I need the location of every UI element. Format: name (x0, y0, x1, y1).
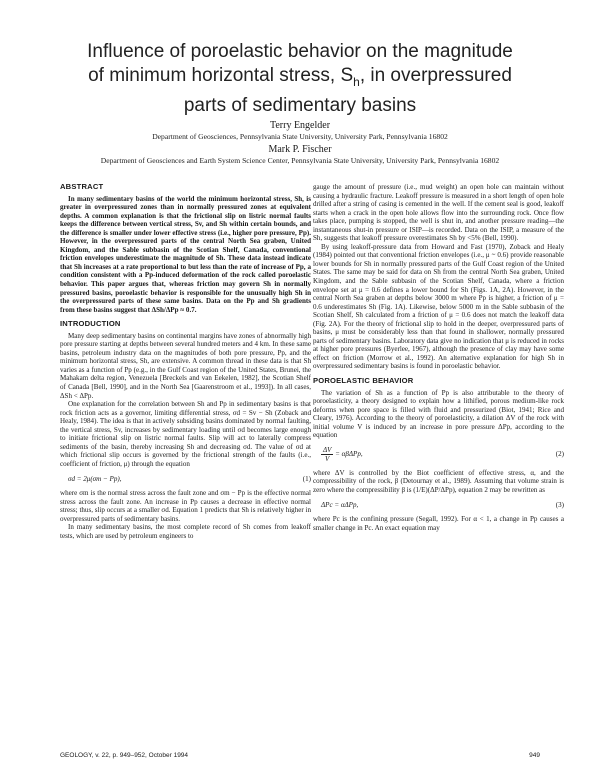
page-number: 949 (529, 752, 540, 759)
right-paragraph-4: where ΔV is controlled by the Biot coefficient of effective stress, α, and the compressibility of the rock, β (Detournay et al., 1989). Assuming that volume strain is zero where the compressibility β is (1/E)(ΔP/ΔPp), equation 2 may be rewritten as (313, 468, 564, 494)
abstract-text: In many sedimentary basins of the world the minimum horizontal stress, Sh, is greater in overpressured zones than in normally pressured zones at equivalent depths. A common explanation is that the frictional slip on listric normal faults keeps the difference between vertical stress, Sv, and Sh within certain bounds, and the difference is smaller under lower effective stress (i.e., higher pore pressure, Pp). However, in the overpressured parts of the central North Sea graben, United Kingdom, and the Sable subbasin of the Scotian Shelf, Canada, conventional friction envelopes underestimate the magnitude of Sh. These data instead indicate that Sh increases at a rate proportional to but less than the rate of increase of Pp, a condition consistent with a Pp-induced deformation of the rock called poroelastic behavior. This paper argues that, whereas friction may govern Sh in normally pressured basins, poroelastic behavior is responsible for the unusually high Sh in the overpressured parts of these same basins. Data on the Pp and Sh gradients from these basins suggest that ΔSh/ΔPp ≈ 0.7. (60, 194, 311, 314)
title-line-2-head: of minimum horizontal stress, S (88, 64, 354, 86)
poroelastic-heading: POROELASTIC BEHAVIOR (313, 376, 414, 386)
right-column (313, 183, 564, 532)
equation-2-fraction (321, 446, 333, 463)
right-paragraph-1: gauge the amount of pressure (i.e., mud weight) an open hole can maintain without causing a hydraulic fracture. Leakoff pressure is measured in a short length of open hole drilled after a string of casing is cemented in the well. If the cement seal is good, leakoff starts when a crack in the open hole allows flow into the surrounding rock. Once flow takes place, pumping is stopped, the well is shut in, and another pressure reading—the instantaneous shut-in pressure or ISIP—is recorded. Data on the ISIP, a measure of the Sh, suggests that leakoff pressure overestimates Sh by <5% (Bell, 1990). (313, 183, 564, 243)
equation-2 (313, 446, 564, 463)
introduction-heading: INTRODUCTION (60, 319, 121, 329)
abstract-heading: ABSTRACT (60, 182, 104, 191)
equation-2-expression (313, 446, 363, 463)
affiliation-2: Department of Geosciences and Earth System Science Center, Pennsylvania State University, University Park, Pennsylvania 16802 (100, 156, 500, 165)
title-line-3: parts of sedimentary basins (183, 94, 417, 116)
equation-2-numerator: ΔV (323, 445, 332, 454)
paper-title (60, 40, 540, 117)
affiliation-1: Department of Geosciences, Pennsylvania State University, University Park, Pennsylvania 16802 (152, 132, 448, 141)
right-paragraph-5: where Pc is the confining pressure (Segall, 1992). For α < 1, a change in Pp causes a smaller change in Pc. An exact equation may (313, 515, 564, 532)
intro-paragraph-4: In many sedimentary basins, the most complete record of Sh comes from leakoff tests, which are used by petroleum engineers to (60, 523, 311, 540)
equation-1-number: (1) (302, 474, 311, 483)
left-column (60, 183, 311, 540)
intro-paragraph-3: where σm is the normal stress across the fault zone and σm − Pp is the effective normal stress across the fault zone. An increase in Pp causes a decrease in effective normal stress; thus, slip occurs at a smaller σd. Equation 1 predicts that Sh is relatively higher in overpressured parts of sedimentary basins. (60, 489, 311, 523)
equation-3-expression: ΔPc = αΔPp, (321, 500, 359, 509)
title-line-2 (60, 64, 540, 94)
equation-3 (313, 501, 564, 510)
author-2: Mark P. Fischer (268, 144, 332, 155)
equation-1-expression: σd = 2μ(σm − Pp), (68, 474, 122, 483)
right-paragraph-2: By using leakoff-pressure data from Howard and Fast (1970), Zoback and Healy (1984) pointed out that conventional friction envelopes (i.e., μ ~ 0.6) provide reasonable lower bounds for Sh in normally pressured parts of the Gulf Coast region of the United States. The same may be said for data on Sh from the central North Sea graben, United Kingdom, and the Sable subbasin of the Scotian Shelf, Canada, where a friction envelope set at μ = 0.6 defines a lower bound for Sh (Figs. 1A, 2A). However, in the central North Sea graben at depths below 3000 m where Pp is higher, a friction of μ = 0.6 underestimates Sh (Fig. 1A). Likewise, below 5000 m in the Sable subbasin of the Scotian Shelf, Sh calculated from a friction of μ = 0.6 does not match the leakoff data (Fig. 2A). For the theory of frictional slip to hold in the deeper, overpressured parts of basins, μ must be considerably less than that found in shallower, normally pressured parts of sedimentary basins. Laboratory data give no indication that μ is reduced in rocks at higher pore pressures (Byerlee, 1967), although the presence of clay may have some effect on friction (Morrow et al., 1992). An alternative explanation for high Sh in overpressured sedimentary basins is found in poroelastic behavior. (313, 242, 564, 371)
title-line-1: Influence of poroelastic behavior on the magnitude (87, 41, 513, 62)
title-line-2-tail: , in overpressured (359, 64, 512, 86)
equation-2-tail: = αβΔPp, (333, 449, 363, 458)
intro-paragraph-2: One explanation for the correlation between Sh and Pp in sedimentary basins is that rock friction acts as a governor, limiting differential stress, σd = Sv − Sh (Zoback and Healy, 1984). The idea is that in actively subsiding basins dominated by normal faulting, the vertical stress, Sv, increases by sedimentary loading until σd becomes large enough to initiate frictional slip on listric normal faults. Slip will act to laterally compress sediments of the basin, thereby increasing Sh and decreasing σd. The value of σd at which frictional slip occurs is governed by the frictional strength of the faults (i.e., coefficient of friction, μ) through the equation (60, 400, 311, 468)
title-subscript: h (353, 74, 360, 89)
equation-3-number: (3) (555, 500, 564, 509)
equation-2-number: (2) (555, 450, 564, 459)
right-paragraph-3: The variation of Sh as a function of Pp is also attributable to the theory of poroelasticity, a theory designed to explain how a lithified, porous medium-like rock deforms when pore space is filled with fluid and pressurized (Biot, 1941; Rice and Cleary, 1976). According to the theory of poroelasticity, a dilation ΔV of the rock with initial volume V is induced by an increase in pore pressure ΔPp, according to the equation (313, 388, 564, 440)
journal-footer: GEOLOGY, v. 22, p. 949–952, October 1994 (60, 752, 189, 759)
equation-2-denominator: V (325, 454, 330, 463)
author-1: Terry Engelder (269, 120, 331, 131)
equation-1 (60, 475, 311, 484)
intro-paragraph-1: Many deep sedimentary basins on continental margins have zones of abnormally high pore pressure starting at depths between several hundred meters and 4 km. In these same basins, petroleum industry data on the magnitudes of both pore pressure, Pp, and the minimum horizontal stress, Sh, are extensive. A common thread in these data is that Sh varies as a function of Pp (e.g., in the Gulf Coast region of the United States, Brunei, the Mahakam delta region, Venezuela [Breckels and van Eekelen, 1982], the Scotian Shelf of Canada [Bell, 1990], and in the North Sea [Gaarenstroom et al., 1993]). In all cases, ΔSh < ΔPp. (60, 331, 311, 400)
